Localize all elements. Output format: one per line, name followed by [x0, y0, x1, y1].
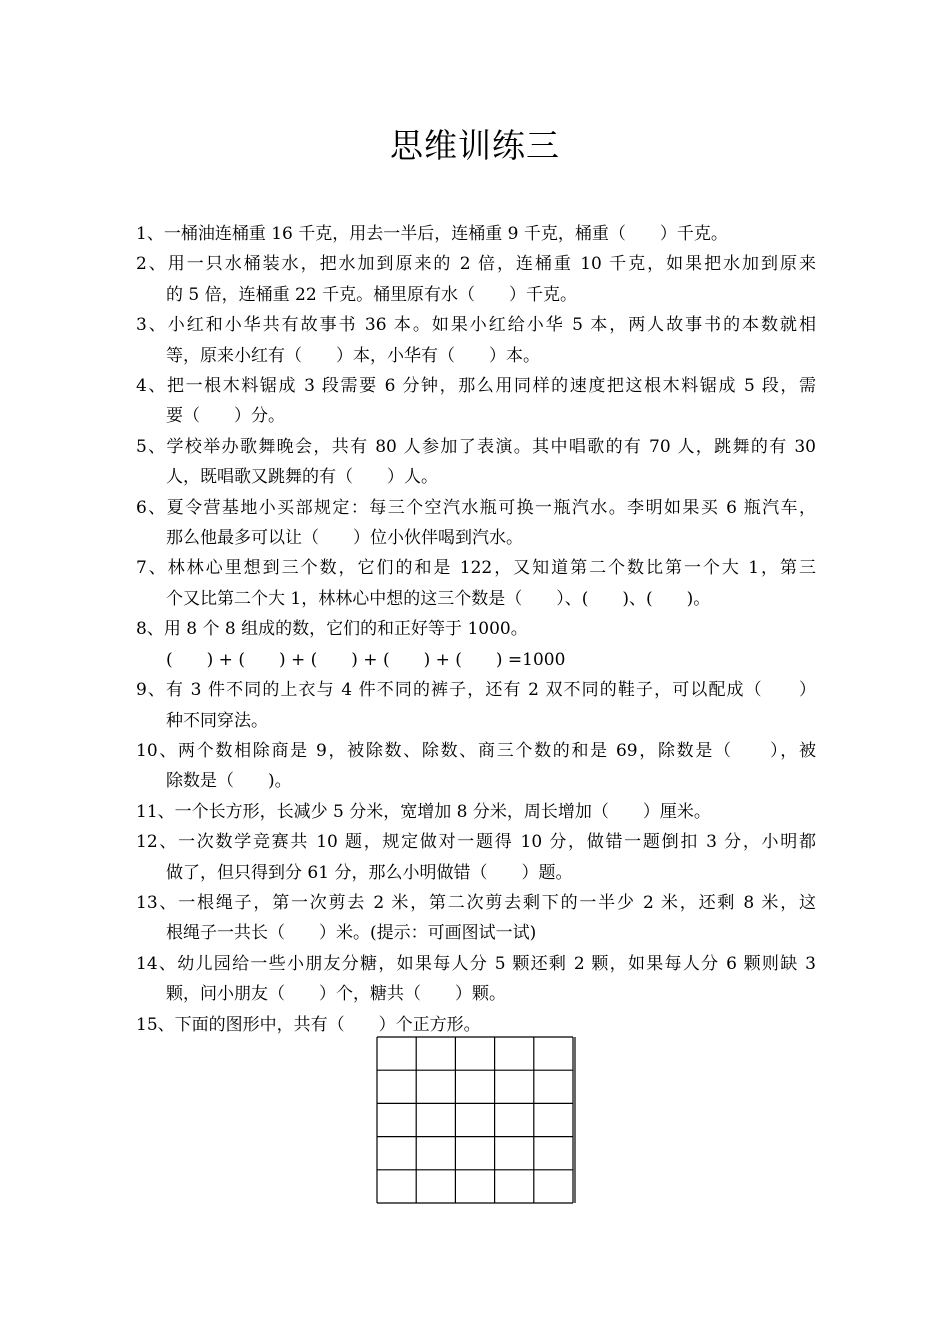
question-line: 种不同穿法。 — [166, 710, 268, 731]
question-line: 9、有 3 件不同的上衣与 4 件不同的裤子，还有 2 双不同的鞋子，可以配成（ ） — [136, 680, 816, 701]
question-line: 除数是（ )。 — [166, 771, 292, 792]
question-line: 人，既唱歌又跳舞的有（ ）人。 — [166, 467, 438, 488]
question-line: 要（ ）分。 — [166, 406, 285, 427]
question-line: 等，原来小红有（ ）本，小华有（ ）本。 — [166, 345, 540, 366]
question-14 — [136, 949, 816, 1010]
question-6 — [136, 493, 816, 554]
question-line: 7、林林心里想到三个数，它们的和是 122，又知道第二个数比第一个大 1，第三 — [136, 558, 816, 579]
page-title: 思维训练三 — [390, 126, 560, 165]
question-line: 颗，问小朋友（ ）个，糖共（ ）颗。 — [166, 984, 506, 1005]
question-line: 6、夏令营基地小买部规定：每三个空汽水瓶可换一瓶汽水。李明如果买 6 瓶汽车， — [136, 497, 816, 518]
question-line: 5、学校举办歌舞晚会，共有 80 人参加了表演。其中唱歌的有 70 人，跳舞的有 30 — [136, 436, 816, 457]
question-list — [136, 219, 816, 1040]
question-line: 12、一次数学竞赛共 10 题，规定做对一题得 10 分，做错一题倒扣 3 分，小明都 — [136, 832, 816, 853]
question-7 — [136, 553, 816, 614]
question-line: 15、下面的图形中，共有（ ）个正方形。 — [136, 1014, 481, 1035]
question-line: 根绳子一共长（ ）米。(提示：可画图试一试) — [166, 923, 537, 944]
question-line: 个又比第二个大 1，林林心中想的这三个数是（ ）、( )、( )。 — [166, 588, 711, 609]
question-line: 14、幼儿园给一些小朋友分糖，如果每人分 5 颗还剩 2 颗，如果每人分 6 颗则缺 3 — [136, 953, 816, 974]
question-line: 13、一根绳子，第一次剪去 2 米，第二次剪去剩下的一半少 2 米，还剩 8 米，这 — [136, 892, 816, 913]
question-line: 1、一桶油连桶重 16 千克，用去一半后，连桶重 9 千克，桶重（ ）千克。 — [136, 224, 728, 244]
grid-drawing — [376, 1036, 576, 1204]
question-11 — [136, 797, 816, 827]
question-line: 3、小红和小华共有故事书 36 本。如果小红给小华 5 本，两人故事书的本数就相 — [136, 315, 816, 336]
question-3 — [136, 310, 816, 371]
question-line: ( ) + ( ) + ( ) + ( ) + ( ) =1000 — [166, 649, 566, 670]
question-9 — [136, 675, 816, 736]
question-12 — [136, 827, 816, 888]
question-line: 11、一个长方形，长减少 5 分米，宽增加 8 分米，周长增加（ ）厘米。 — [136, 801, 711, 822]
question-4 — [136, 371, 816, 432]
question-line: 做了，但只得到分 61 分，那么小明做错（ ）题。 — [166, 862, 573, 883]
question-13 — [136, 888, 816, 949]
question-line: 10、两个数相除商是 9，被除数、除数、商三个数的和是 69，除数是（ ），被 — [136, 740, 816, 761]
square-grid-figure — [376, 1036, 576, 1204]
question-1 — [136, 219, 816, 249]
question-2 — [136, 249, 816, 310]
question-line: 2、用一只水桶装水，把水加到原来的 2 倍，连桶重 10 千克，如果把水加到原来 — [136, 254, 816, 275]
question-line: 4、把一根木料锯成 3 段需要 6 分钟，那么用同样的速度把这根木料锯成 5 段，需 — [136, 376, 816, 397]
question-8 — [136, 614, 816, 675]
question-5 — [136, 432, 816, 493]
question-10 — [136, 736, 816, 797]
question-line: 8、用 8 个 8 组成的数，它们的和正好等于 1000。 — [136, 619, 528, 640]
question-line: 那么他最多可以让（ ）位小伙伴喝到汽水。 — [166, 528, 523, 549]
question-line: 的 5 倍，连桶重 22 千克。桶里原有水（ ）千克。 — [166, 284, 578, 305]
